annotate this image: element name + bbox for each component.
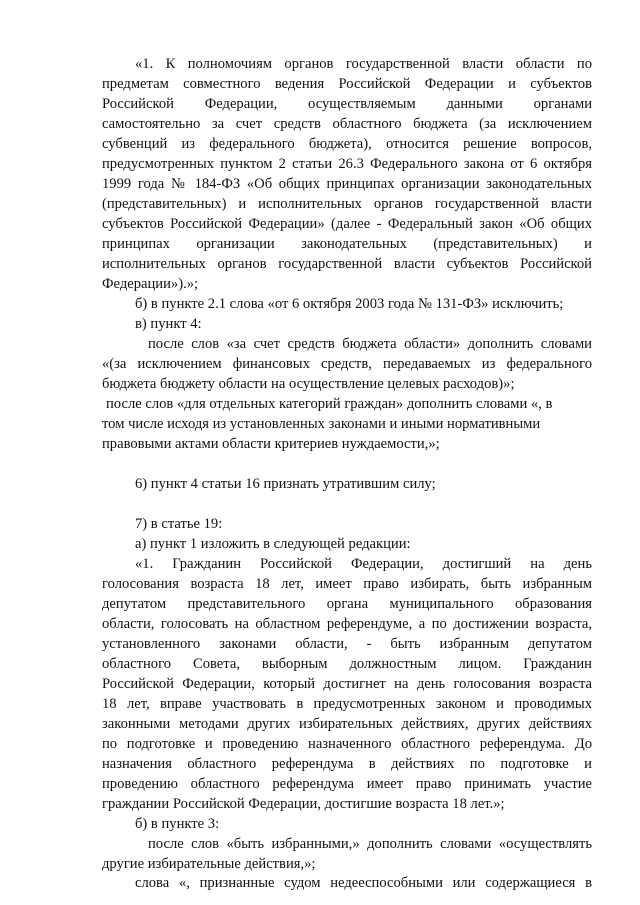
text-line: установленного законами области, - быть избранным депутатом	[102, 636, 592, 652]
text-line: предусмотренных пунктом 2 статьи 26.3 Федерального закона от 6 октября	[102, 156, 592, 172]
text-line: б) в пункте 3:	[135, 816, 220, 832]
text-line: 6) пункт 4 статьи 16 признать утратившим силу;	[135, 476, 436, 492]
text-line: 18 лет, вправе участвовать в предусмотренных законом и проводимых	[102, 696, 592, 712]
text-line: правовыми актами области критериев нуждаемости,»;	[102, 436, 440, 452]
text-line: назначения областного референдума в действиях по подготовке и	[102, 756, 592, 772]
text-line: Российской Федерации, осуществляемым данными органами	[102, 96, 592, 112]
text-line: граждании Российской Федерации, достигшие возраста 18 лет.»;	[102, 796, 505, 812]
text-line: субъектов Российской Федерации» (далее - Федеральный закон «Об общих	[102, 216, 592, 232]
text-line: проведению областного референдума имеет право принимать участие	[102, 776, 592, 792]
text-line: по подготовке и проведению назначенного областного референдума. До	[102, 736, 592, 752]
text-line: принципах организации законодательных (представительных) и	[102, 236, 592, 252]
text-line: после слов «для отдельных категорий граждан» дополнить словами «, в	[106, 396, 553, 412]
text-line: «1. Гражданин Российской Федерации, достигший на день	[135, 556, 592, 572]
text-line: областного Совета, выборным должностным лицом. Гражданин	[102, 656, 592, 672]
text-line: другие избирательные действия,»;	[102, 856, 316, 872]
text-line: в) пункт 4:	[135, 316, 202, 332]
text-line: 1999 года № 184-ФЗ «Об общих принципах организации законодательных	[102, 176, 592, 192]
text-line: а) пункт 1 изложить в следующей редакции:	[135, 536, 411, 552]
text-line: после слов «быть избранными,» дополнить словами «осуществлять	[148, 836, 592, 852]
text-line: Федерации»).»;	[102, 276, 199, 292]
text-line: Российской Федерации, который достигнет на день голосования возраста	[102, 676, 592, 692]
text-line: б) в пункте 2.1 слова «от 6 октября 2003 года № 131-ФЗ» исключить;	[135, 296, 564, 312]
text-line: том числе исходя из установленных законами и иными нормативными	[102, 416, 541, 432]
text-line: слова «, признанные судом недееспособными или содержащиеся в	[135, 875, 592, 891]
text-line: предметам совместного ведения Российской Федерации и субъектов	[102, 76, 592, 92]
text-line: субвенций из федерального бюджета), относится решение вопросов,	[102, 136, 592, 152]
text-line: после слов «за счет средств бюджета области» дополнить словами	[148, 336, 592, 352]
text-line: «(за исключением финансовых средств, передаваемых из федерального	[102, 356, 592, 372]
text-line: области, голосовать на областном референдуме, а по достижении возраста,	[102, 616, 592, 632]
text-line: исполнительных органов государственной власти субъектов Российской	[102, 256, 592, 272]
text-line: 7) в статье 19:	[135, 516, 223, 532]
text-line: самостоятельно за счет средств областного бюджета (за исключением	[102, 116, 592, 132]
text-line: бюджета бюджету области на осуществление целевых расходов)»;	[102, 376, 515, 392]
text-line: голосования возраста 18 лет, имеет право избирать, быть избранным	[102, 576, 592, 592]
text-line: (представительных) и исполнительных органов государственной власти	[102, 196, 592, 212]
text-line: законными методами других избирательных действиях, других действиях	[102, 716, 592, 732]
text-line: «1. К полномочиям органов государственной власти области по	[135, 56, 592, 72]
text-line: депутатом представительного органа муниципального образования	[102, 596, 592, 612]
